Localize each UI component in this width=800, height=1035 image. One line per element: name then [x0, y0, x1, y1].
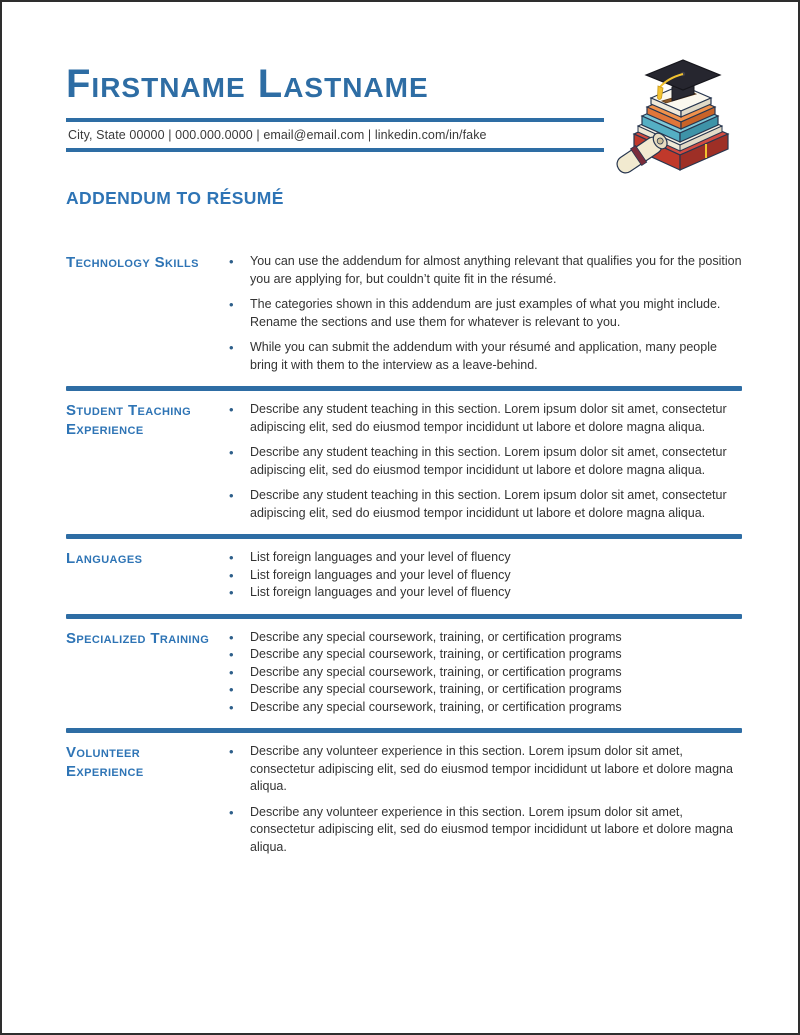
bullet-item: • Describe any student teaching in this section. Lorem ipsum dolor sit amet, consectetur adipiscing elit, sed do eiusmod tempor incididunt ut labore et dolore magna aliqua. [226, 401, 742, 436]
person-name: Firstname Lastname [66, 62, 429, 106]
bullet-item: • While you can submit the addendum with your résumé and application, many people bring it with them to the interview as a leave-behind. [226, 339, 742, 374]
bullet-item: • Describe any student teaching in this section. Lorem ipsum dolor sit amet, consectetur adipiscing elit, sed do eiusmod tempor incididunt ut labore et dolore magna aliqua. [226, 487, 742, 522]
section-heading: Languages [66, 550, 143, 567]
bullet-item: • Describe any special coursework, training, or certification programs [226, 646, 742, 664]
bullet-item: • Describe any special coursework, training, or certification programs [226, 699, 742, 717]
bullet-list [226, 253, 742, 374]
sections-container [66, 245, 742, 868]
bullet-item: • You can use the addendum for almost anything relevant that qualifies you for the position you are applying for, but couldn’t quite fit in the résumé. [226, 253, 742, 288]
bullet-item: • Describe any special coursework, training, or certification programs [226, 681, 742, 699]
bullet-item: • List foreign languages and your level of fluency [226, 549, 742, 567]
bullet-item: • Describe any volunteer experience in this section. Lorem ipsum dolor sit amet, consectetur adipiscing elit, sed do eiusmod tempor incididunt ut labore et dolore magna aliqua. [226, 743, 742, 796]
bullet-item: • List foreign languages and your level of fluency [226, 584, 742, 602]
bullet-item: • Describe any special coursework, training, or certification programs [226, 629, 742, 647]
contact-info-band [66, 118, 604, 152]
section-languages [66, 539, 742, 614]
section-volunteer-experience [66, 733, 742, 868]
bullet-list [226, 629, 742, 717]
graduation-cap-books-diploma-icon [602, 54, 752, 184]
bullet-item: • The categories shown in this addendum are just examples of what you might include. Rename the sections and use them for whatever is relevant to you. [226, 296, 742, 331]
section-specialized-training [66, 619, 742, 729]
bullet-list [226, 401, 742, 522]
bullet-list [226, 549, 742, 602]
section-heading: Volunteer Experience [66, 744, 144, 780]
section-heading: Student Teaching Experience [66, 402, 192, 438]
document-title: ADDENDUM TO RÉSUMÉ [66, 188, 284, 208]
section-student-teaching-experience [66, 391, 742, 534]
bullet-list [226, 743, 742, 856]
bullet-item: • Describe any special coursework, training, or certification programs [226, 664, 742, 682]
bullet-item: • Describe any volunteer experience in this section. Lorem ipsum dolor sit amet, consectetur adipiscing elit, sed do eiusmod tempor incididunt ut labore et dolore magna aliqua. [226, 804, 742, 857]
contact-line: City, State 00000 | 000.000.0000 | email@email.com | linkedin.com/in/fake [68, 128, 487, 142]
section-technology-skills [66, 245, 742, 386]
section-heading: Specialized Training [66, 629, 210, 647]
bullet-item: • Describe any student teaching in this section. Lorem ipsum dolor sit amet, consectetur adipiscing elit, sed do eiusmod tempor incididunt ut labore et dolore magna aliqua. [226, 444, 742, 479]
section-heading: Technology Skills [66, 254, 199, 271]
bullet-item: • List foreign languages and your level of fluency [226, 567, 742, 585]
